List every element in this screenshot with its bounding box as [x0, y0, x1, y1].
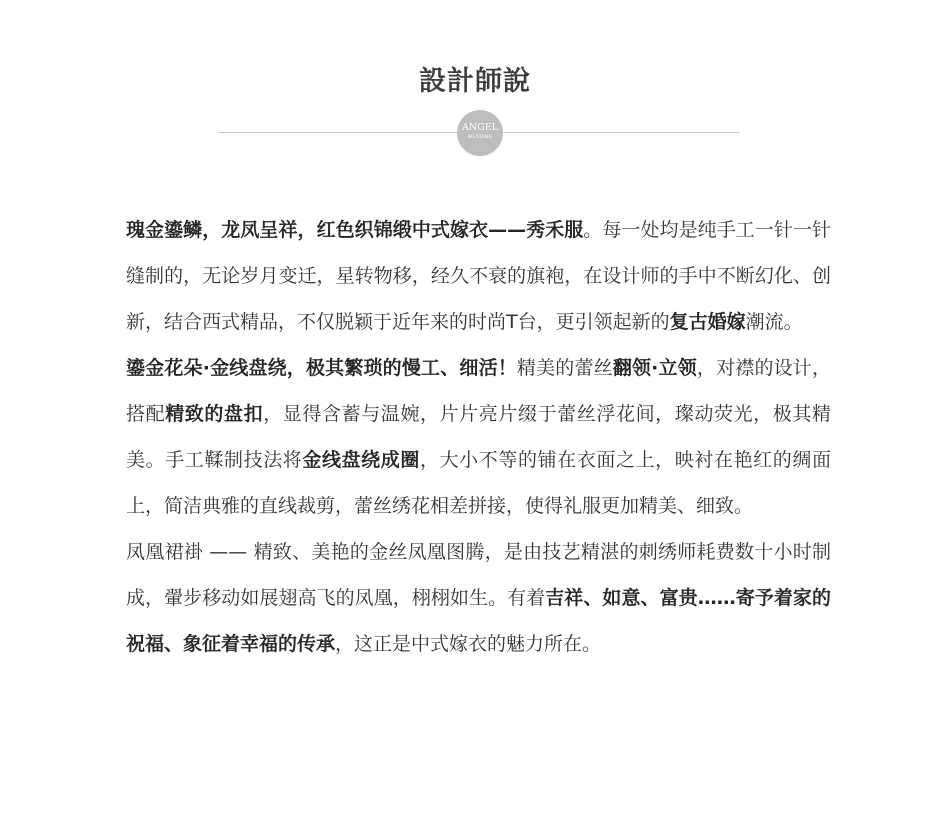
logo-text-bottom: WEDDING: [467, 135, 493, 140]
angel-wedding-logo: [457, 110, 503, 156]
article-body: [126, 207, 831, 667]
text-run: ，大小不等的铺在衣面之上，映衬在艳红的绸面上，简洁典雅的直线裁剪，蕾丝绣花相差拼接，使得礼服更加精美、细致。: [126, 449, 831, 517]
logo-text-top: ANGEL: [461, 122, 498, 133]
text-run: 瑰金鎏鳞，龙凤呈祥，红色织锦缎中式嫁衣——秀禾服: [126, 219, 584, 241]
text-run: 吉祥、如意、富贵……寄予着家的祝福、象征着幸福的传承: [126, 587, 831, 655]
text-run: ，这正是中式嫁衣的魅力所在。: [335, 633, 602, 655]
text-run: 凤凰裙褂 —— 精致、美艳的金丝凤凰图腾，是由技艺精湛的刺绣师耗费数十小时制成，翬步移动如展翅高飞的凤凰，栩栩如生。有着: [126, 541, 831, 609]
text-run: 复古婚嫁: [669, 311, 746, 333]
paragraph-1: [126, 207, 831, 345]
text-run: 潮流。: [745, 311, 803, 333]
text-run: 金线盘绕成圈: [302, 449, 420, 471]
text-run: 鎏金花朵·金线盘绕，极其繁琐的慢工、细活！: [126, 357, 517, 379]
text-run: 精美的蕾丝: [516, 357, 613, 379]
text-run: ，显得含蓄与温婉，片片亮片缀于蕾丝浮花间，璨动荧光，极其精美。手工鞣制技法将: [126, 403, 831, 471]
text-run: 翻领·立领: [612, 357, 697, 379]
text-run: 精致的盘扣: [165, 403, 264, 425]
paragraph-2: [126, 345, 831, 529]
text-run: 。每一处均是纯手工一针一针缝制的，无论岁月变迁，星转物移，经久不衰的旗袍，在设计师的手中不断幻化、创新，结合西式精品，不仅脱颖于近年来的时尚T台，更引领起新的: [126, 219, 831, 333]
paragraph-3: [126, 529, 831, 667]
text-run: ，对襟的设计，搭配: [126, 357, 831, 425]
page-title: 設計師說: [419, 66, 531, 97]
